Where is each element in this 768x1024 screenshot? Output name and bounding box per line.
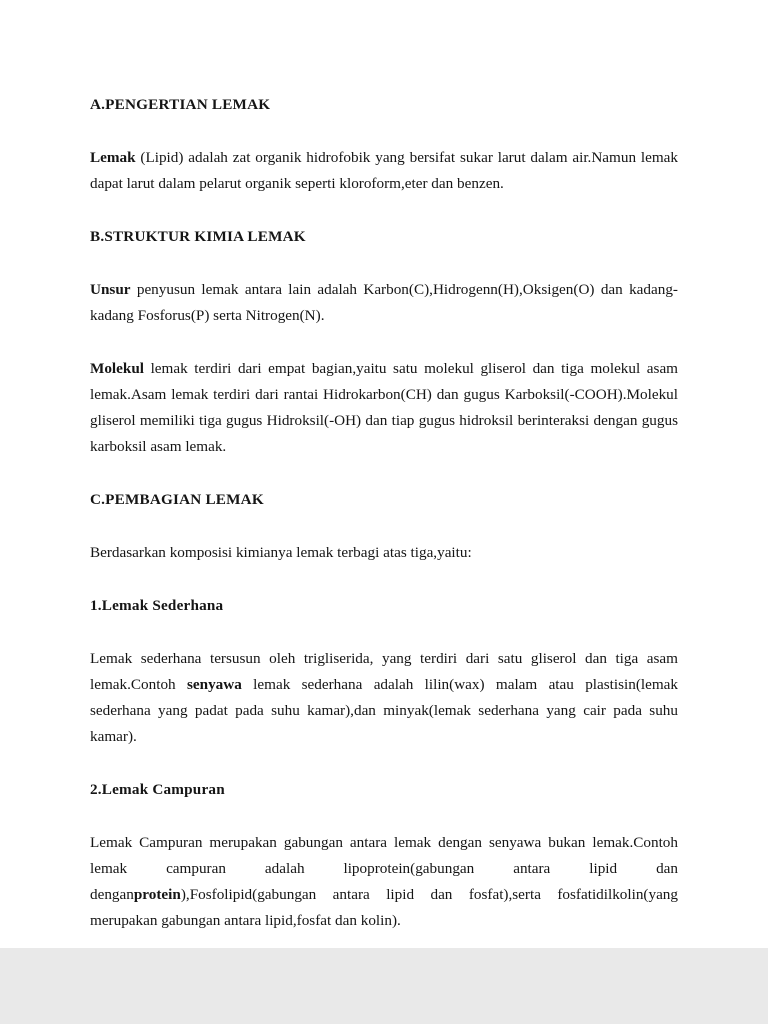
text-segment: Unsur [90,281,131,298]
section-heading-1 [90,593,678,619]
text-segment: ),Fosfolipid(gabungan antara lipid dan fosfat),serta fosfatidilkolin(yang merupakan gabungan antara lipid,fosfat dan kolin). [90,886,678,929]
paragraph-lemak-sederhana [90,646,678,750]
text-segment: C.PEMBAGIAN LEMAK [90,491,264,508]
text-segment: penyusun lemak antara lain adalah Karbon(C),Hidrogenn(H),Oksigen(O) dan kadang-kadang Fosforus(P) serta Nitrogen(N). [90,281,678,324]
text-segment: Lemak Campuran merupakan gabungan antara lemak dengan senyawa bukan lemak.Contoh lemak campuran adalah lipoprotein(gabungan antara lipid dan dengan [90,834,678,903]
section-heading-2 [90,777,678,803]
viewer-backdrop [0,948,768,1024]
text-segment: lemak sederhana adalah lilin(wax) malam atau plastisin(lemak sederhana yang padat pada suhu kamar),dan minyak(lemak sederhana yang cair pada suhu kamar). [90,676,678,745]
text-segment: A.PENGERTIAN LEMAK [90,96,271,113]
paragraph-unsur [90,277,678,329]
section-heading-b [90,224,678,250]
text-segment: protein [133,886,181,903]
paragraph-pengertian [90,145,678,197]
paragraph-molekul [90,356,678,460]
text-segment: Lemak [90,149,136,166]
text-segment: Molekul [90,360,145,377]
text-segment: 2.Lemak Campuran [90,781,225,798]
text-segment: lemak terdiri dari empat bagian,yaitu satu molekul gliserol dan tiga molekul asam lemak.Asam lemak terdiri dari rantai Hidrokarbon(CH) dan gugus Karboksil(-COOH).Molekul gliserol memiliki tiga gugus Hidroksil(-OH) dan tiap gugus hidroksil berinteraksi dengan gugus karboksil asam lemak. [90,360,678,455]
text-segment: senyawa [186,676,242,693]
text-segment: Berdasarkan komposisi kimianya lemak terbagi atas tiga,yaitu: [90,544,472,561]
text-segment: (Lipid) adalah zat organik hidrofobik yang bersifat sukar larut dalam air.Namun lemak dapat larut dalam pelarut organik seperti kloroform,eter dan benzen. [90,149,678,192]
section-heading-a [90,92,678,118]
text-segment: Lemak sederhana tersusun oleh trigliserida, yang terdiri dari satu gliserol dan tiga asam lemak.Contoh [90,650,678,693]
section-heading-c [90,487,678,513]
paragraph-berdasarkan [90,540,678,566]
text-segment: B.STRUKTUR KIMIA LEMAK [90,228,306,245]
text-segment: 1.Lemak Sederhana [90,597,224,614]
paragraph-lemak-campuran [90,830,678,934]
